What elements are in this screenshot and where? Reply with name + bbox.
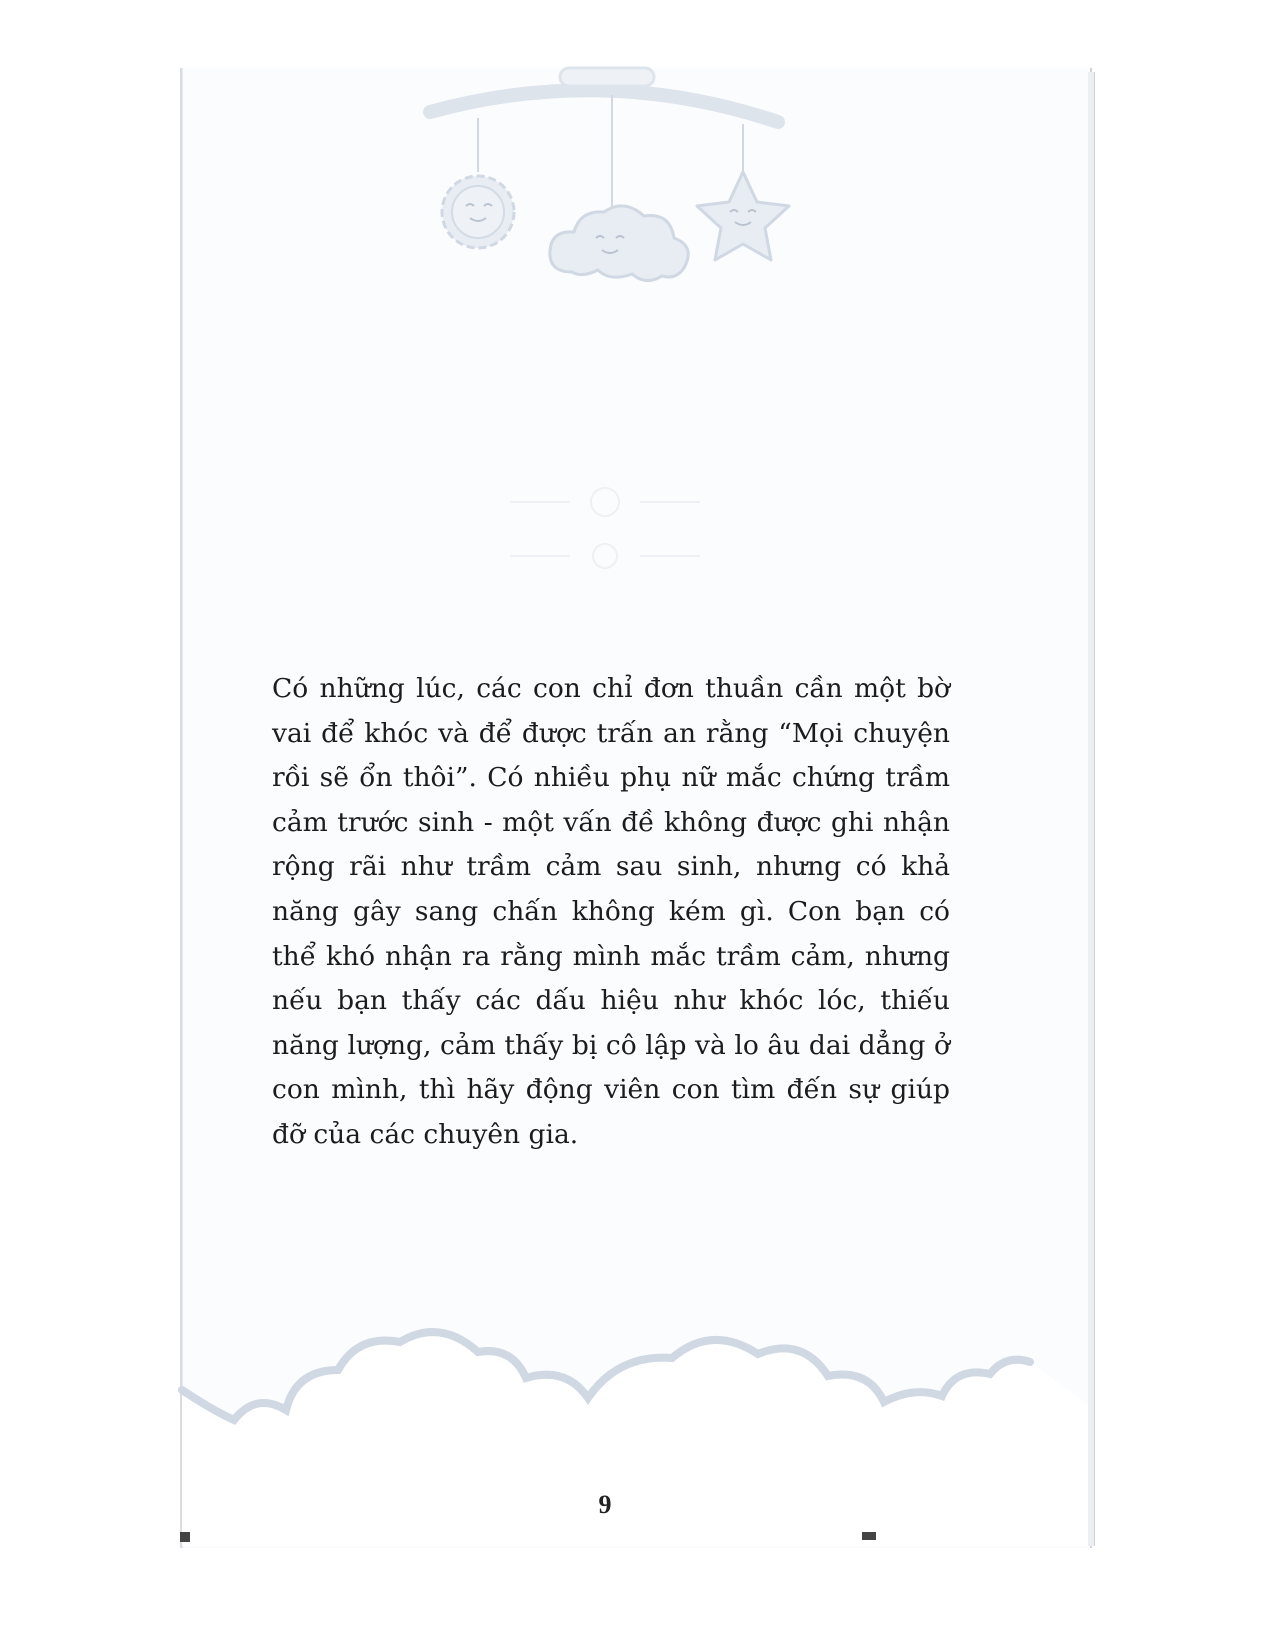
corner-mark	[180, 1532, 190, 1542]
star-icon	[697, 172, 789, 260]
cloud-icon	[550, 206, 688, 281]
ornament-divider	[510, 488, 700, 568]
cloud-border-illustration	[182, 1332, 1088, 1546]
page-number: 9	[598, 1490, 612, 1519]
sun-icon	[442, 176, 514, 248]
body-paragraph: Có những lúc, các con chỉ đơn thuần cần một bờ vai để khóc và để được trấn an rằng “Mọi chuyện rồi sẽ ổn thôi”. Có nhiều phụ nữ mắc chứng trầm cảm trước sinh - một vấn đề không được ghi nhận rộng rãi như trầm cảm sau sinh, nhưng có khả năng gây sang chấn không kém gì. Con bạn có thể khó nhận ra rằng mình mắc trầm cảm, nhưng nếu bạn thấy các dấu hiệu như khóc lóc, thiếu năng lượng, cảm thấy bị cô lập và lo âu dai dẳng ở con mình, thì hãy động viên con tìm đến sự giúp đỡ của các chuyên gia.	[272, 673, 950, 1150]
corner-mark	[862, 1532, 876, 1540]
